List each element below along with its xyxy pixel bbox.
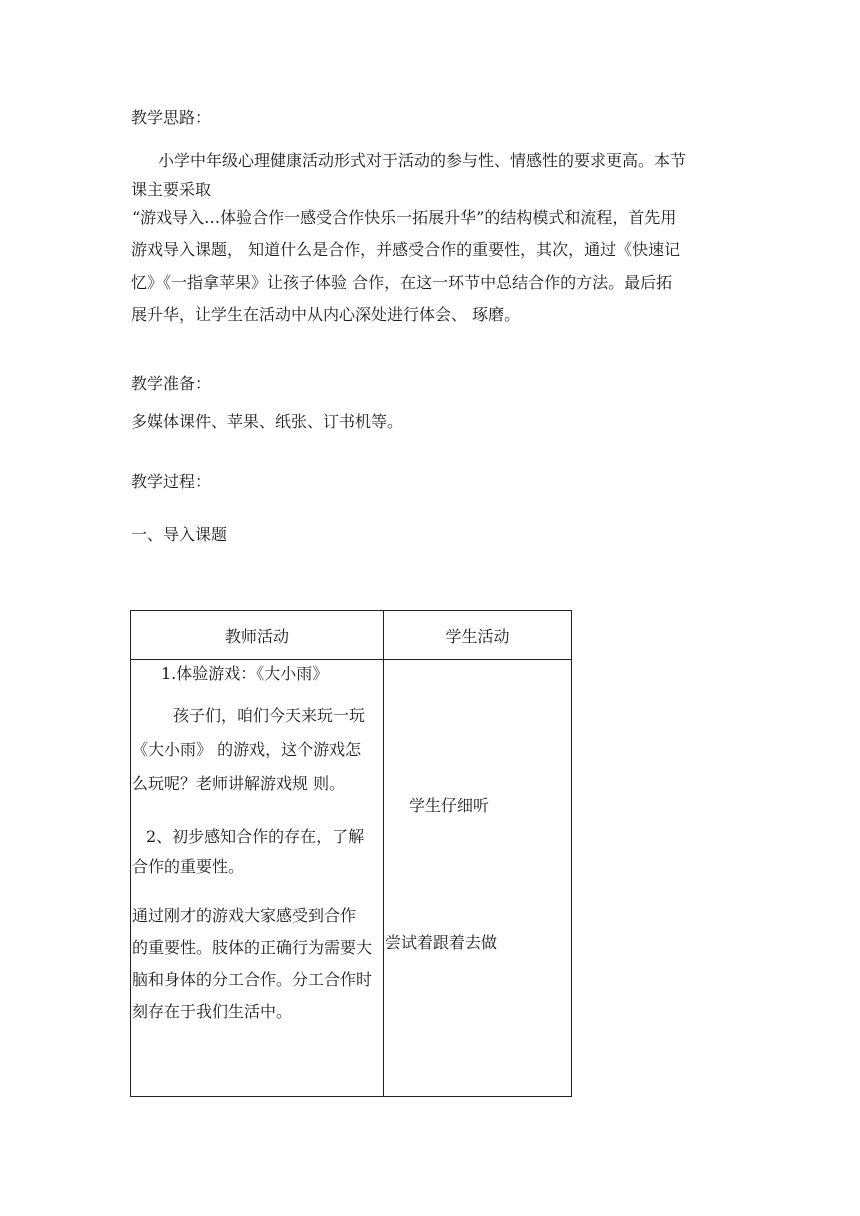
teacher-line: 2、初步感知合作的存在，了解 bbox=[146, 827, 365, 846]
teacher-line: 《大小雨》 的游戏，这个游戏怎 bbox=[132, 740, 362, 759]
paragraph-line: 游戏导入课题， 知道什么是合作，并感受合作的重要性，其次，通过《快速记 bbox=[131, 240, 681, 259]
preparation-heading: 教学准备： bbox=[131, 374, 212, 393]
table-header-row bbox=[131, 611, 572, 660]
paragraph-line: 课主要采取 bbox=[131, 179, 212, 199]
teaching-ideas-heading: 教学思路： bbox=[131, 108, 212, 127]
paragraph-line: 展升华，让学生在活动中从内心深处进行体会、 琢磨。 bbox=[131, 305, 521, 324]
step-one-heading: 一、导入课题 bbox=[131, 525, 228, 544]
teacher-line: 脑和身体的分工合作。分工合作时 bbox=[132, 970, 373, 989]
process-heading: 教学过程： bbox=[131, 472, 212, 491]
student-activity-cell bbox=[384, 660, 572, 1097]
teaching-ideas-paragraph bbox=[131, 145, 731, 332]
preparation-text: 多媒体课件、苹果、纸张、订书机等。 bbox=[131, 412, 404, 431]
header-student-activity: 学生活动 bbox=[384, 611, 572, 660]
teacher-line: 合作的重要性。 bbox=[132, 857, 245, 876]
lesson-activity-table bbox=[130, 610, 572, 1097]
teacher-line: 么玩呢？老师讲解游戏规 则。 bbox=[132, 774, 346, 793]
teacher-line: 孩子们，咱们今天来玩一玩 bbox=[173, 706, 366, 725]
teacher-line: 刻存在于我们生活中。 bbox=[132, 1002, 293, 1021]
student-line: 尝试着跟着去做 bbox=[385, 933, 498, 952]
student-line: 学生仔细听 bbox=[409, 796, 490, 815]
paragraph-line: “游戏导入…体验合作一感受合作快乐一拓展升华”的结构模式和流程，首先用 bbox=[132, 207, 677, 227]
teacher-line: 的重要性。肢体的正确行为需要大 bbox=[132, 938, 373, 957]
teacher-activity-cell bbox=[131, 660, 384, 1097]
teacher-line: 通过刚才的游戏大家感受到合作 bbox=[132, 906, 357, 925]
paragraph-line: 忆》《一指拿苹果》让孩子体验 合作，在这一环节中总结合作的方法。最后拓 bbox=[131, 272, 673, 292]
table-row bbox=[131, 660, 572, 1097]
header-teacher-activity: 教师活动 bbox=[131, 611, 384, 660]
paragraph-line: 小学中年级心理健康活动形式对于活动的参与性、情感性的要求更高。本节 bbox=[158, 151, 687, 170]
teacher-line: 1.体验游戏：《大小雨》 bbox=[161, 664, 329, 683]
